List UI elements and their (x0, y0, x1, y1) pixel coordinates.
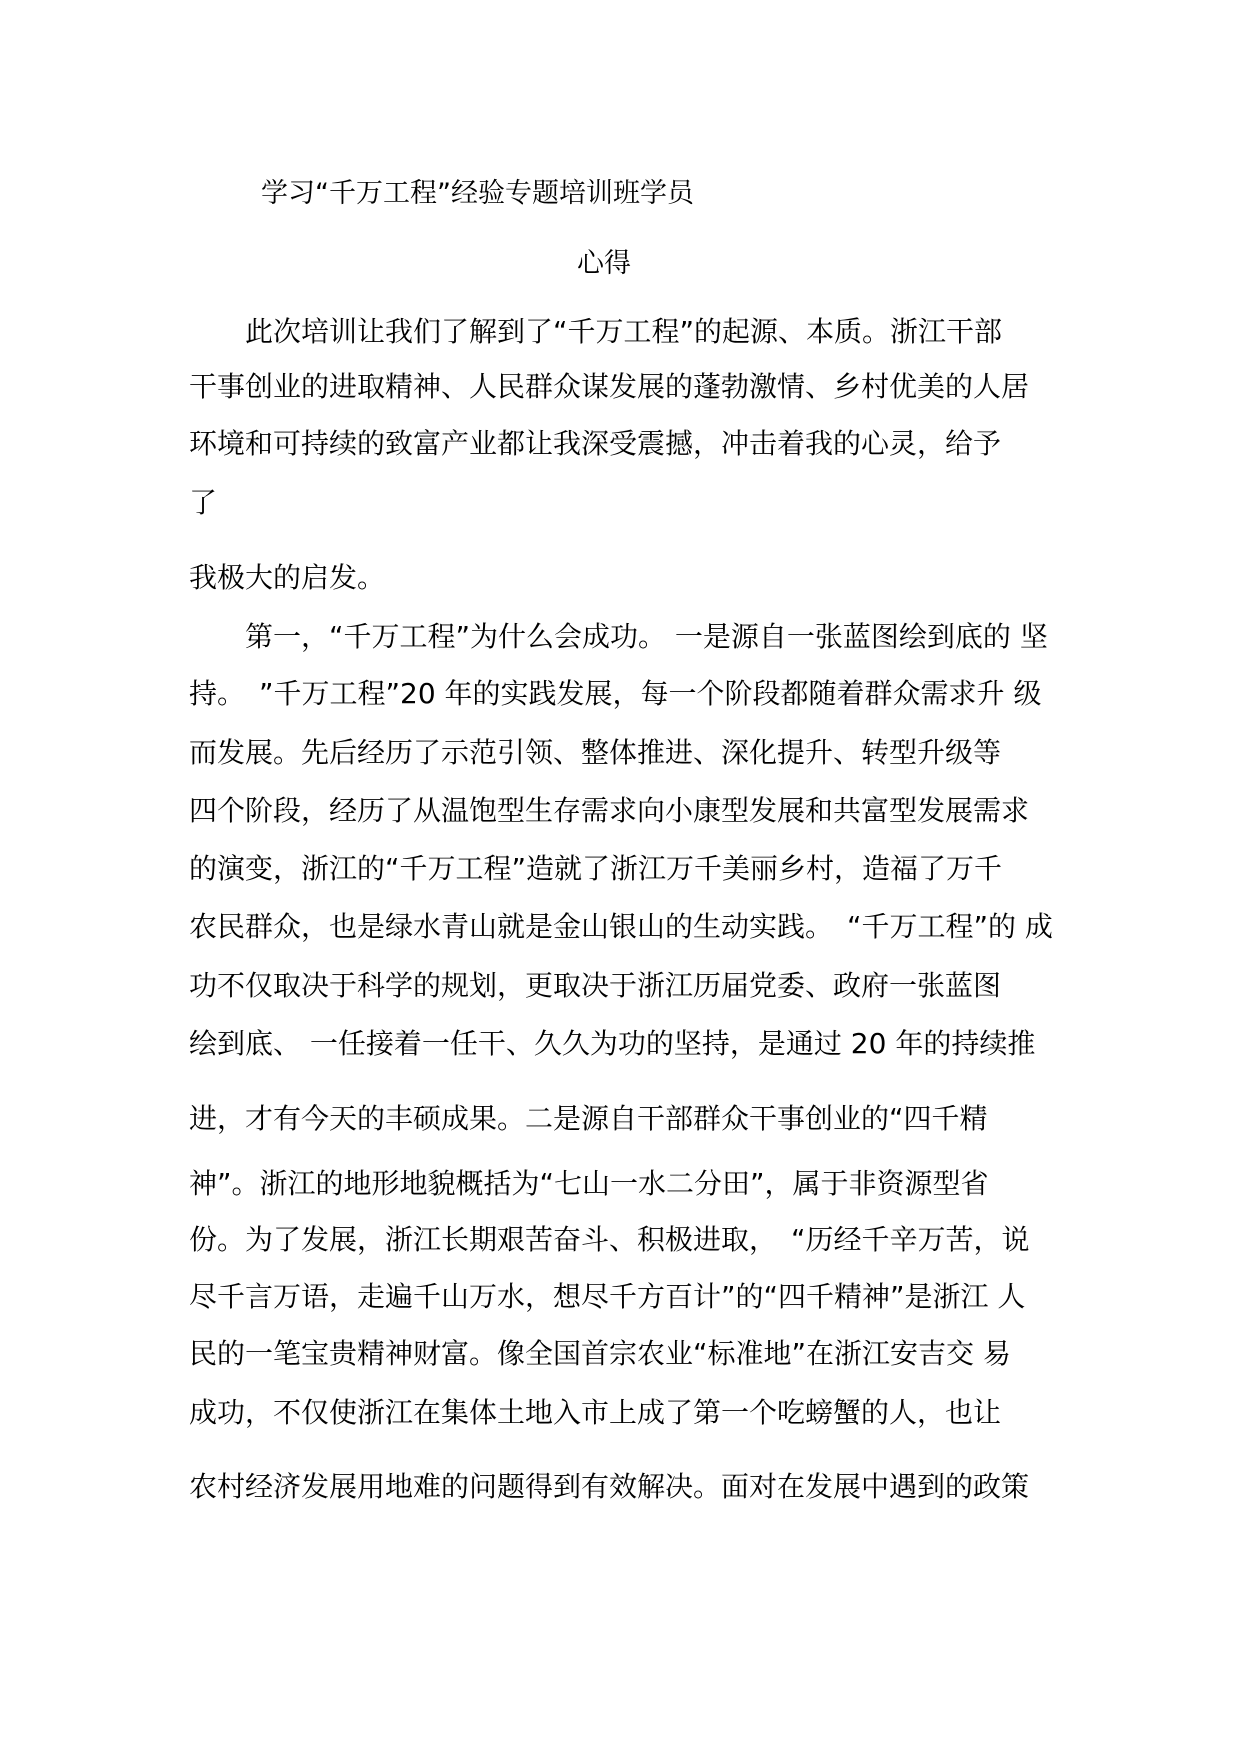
body-line: 绘到底、 一任接着一任干、久久为功的坚持，是通过 20 年的持续推 (189, 1027, 1036, 1060)
body-line: 第一，“千万工程”为什么会成功。 一是源自一张蓝图绘到底的 坚 (189, 620, 1048, 653)
body-line: 干事创业的进取精神、人民群众谋发展的蓬勃激情、乡村优美的人居 (189, 370, 1030, 403)
body-line: 进，才有今天的丰硕成果。二是源自干部群众干事创业的“四千精 (189, 1102, 988, 1135)
body-line: 环境和可持续的致富产业都让我深受震撼，冲击着我的心灵，给予 (189, 427, 1002, 460)
body-line: 功不仅取决于科学的规划，更取决于浙江历届党委、政府一张蓝图 (189, 969, 1002, 1002)
body-line: 份。为了发展，浙江长期艰苦奋斗、积极进取， “历经千辛万苦，说 (189, 1223, 1030, 1256)
body-line: 农村经济发展用地难的问题得到有效解决。面对在发展中遇到的政策 (189, 1470, 1030, 1503)
body-line: 了 (189, 486, 218, 519)
body-line: 持。 ”千万工程”20 年的实践发展，每一个阶段都随着群众需求升 级 (189, 677, 1042, 710)
body-line: 成功，不仅使浙江在集体土地入市上成了第一个吃螃蟹的人，也让 (189, 1396, 1002, 1429)
body-line: 民的一笔宝贵精神财富。像全国首宗农业“标准地”在浙江安吉交 易 (189, 1337, 1011, 1370)
body-line: 神”。浙江的地形地貌概括为“七山一水二分田”，属于非资源型省 (189, 1167, 989, 1200)
body-line: 尽千言万语，走遍千山万水，想尽千方百计”的“四千精神”是浙江 人 (189, 1280, 1026, 1313)
body-line: 四个阶段，经历了从温饱型生存需求向小康型发展和共富型发展需求 (189, 794, 1030, 827)
body-line: 此次培训让我们了解到了“千万工程”的起源、本质。浙江干部 (189, 315, 1003, 348)
document-title: 学习“千万工程”经验专题培训班学员 (261, 178, 694, 209)
body-line: 农民群众，也是绿水青山就是金山银山的生动实践。 “千万工程”的 成 (189, 910, 1053, 943)
body-line: 而发展。先后经历了示范引领、整体推进、深化提升、转型升级等 (189, 736, 1002, 769)
document-subtitle: 心得 (577, 248, 631, 279)
body-line: 的演变，浙江的“千万工程”造就了浙江万千美丽乡村，造福了万千 (189, 852, 1003, 885)
body-line: 我极大的启发。 (189, 561, 386, 594)
